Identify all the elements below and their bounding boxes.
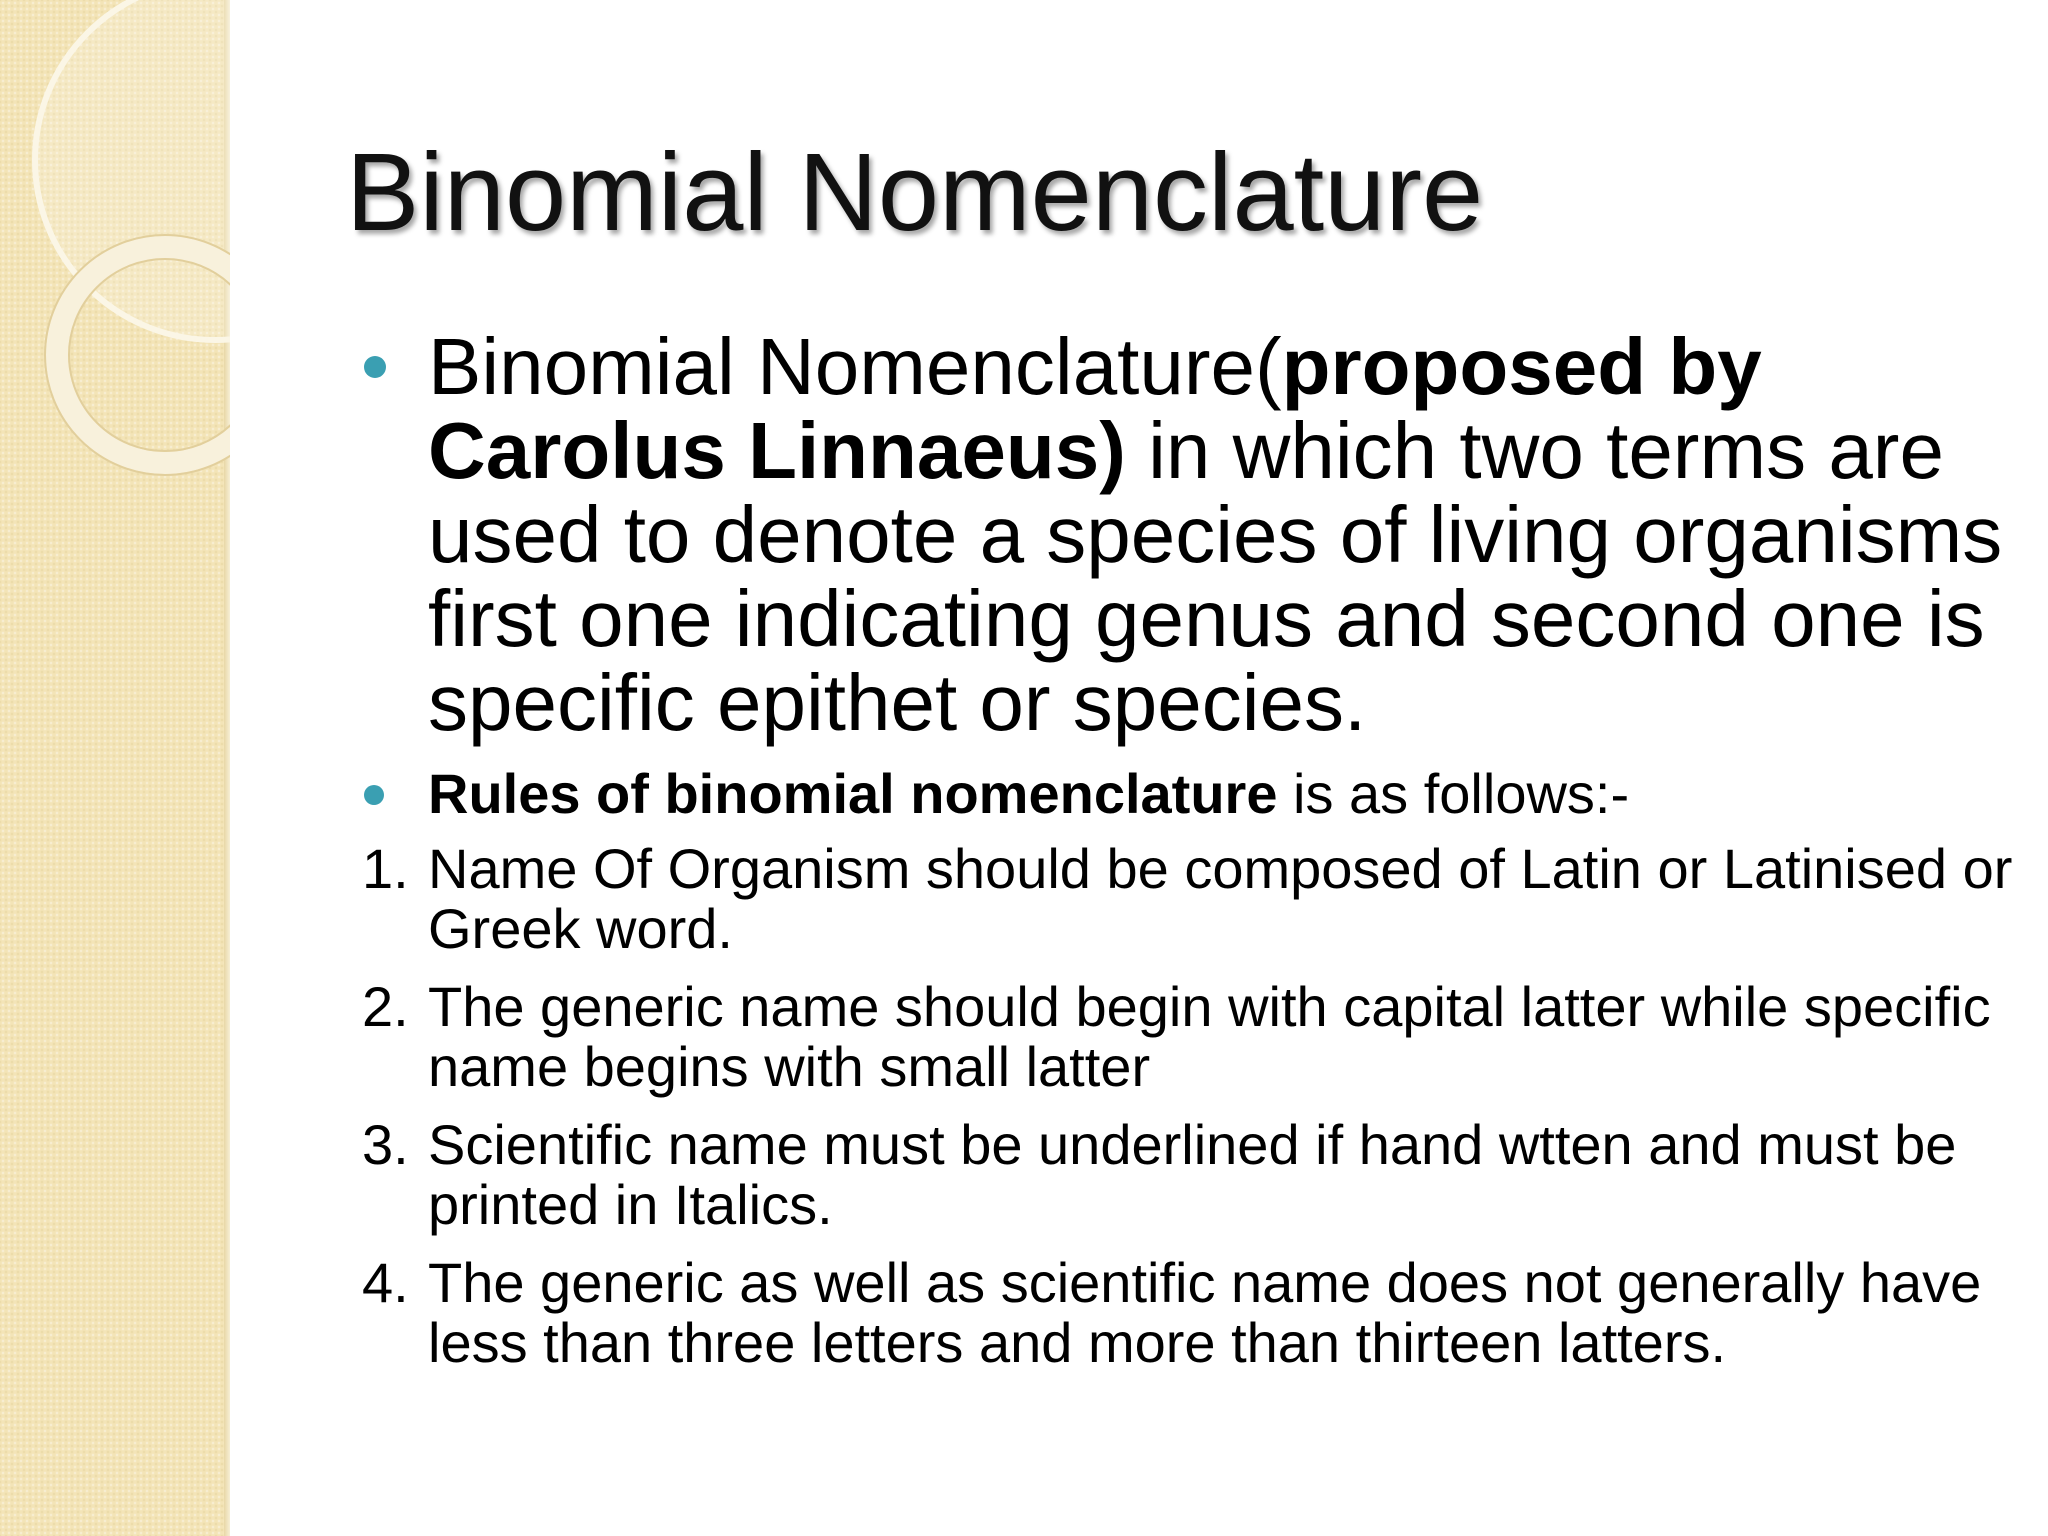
decorative-circles bbox=[0, 0, 230, 520]
bullet-definition bbox=[354, 322, 2014, 747]
rule-item bbox=[354, 1115, 2014, 1235]
rule-item bbox=[354, 839, 2014, 959]
rule-number: 1. bbox=[362, 837, 409, 900]
bullet-rules-text: is as follows:- bbox=[1277, 762, 1630, 825]
rule-text: Scientific name must be underlined if hand wtten and must be printed in Italics. bbox=[428, 1113, 1957, 1236]
bullet-rules-bold: Rules of binomial nomenclature bbox=[428, 762, 1278, 825]
bullet-definition-text-1: Binomial Nomenclature( bbox=[428, 322, 1282, 411]
bullet-definition-bold: proposed by Carolus Linnaeus) bbox=[428, 322, 1762, 495]
rule-text: The generic name should begin with capital latter while specific name begins with small latter bbox=[428, 975, 1991, 1098]
rules-list bbox=[354, 839, 2014, 1373]
bullet-dot-icon bbox=[364, 356, 386, 378]
rule-text: Name Of Organism should be composed of Latin or Latinised or Greek word. bbox=[428, 837, 2013, 960]
rule-number: 3. bbox=[362, 1113, 409, 1176]
rule-text: The generic as well as scientific name does not generally have less than three letters and more than thirteen latters. bbox=[428, 1251, 1982, 1374]
slide-title: Binomial Nomenclature bbox=[346, 131, 1484, 254]
bullet-rules-intro bbox=[354, 761, 2014, 827]
rule-item bbox=[354, 1253, 2014, 1373]
rule-number: 4. bbox=[362, 1251, 409, 1314]
slide-content bbox=[354, 322, 2014, 1391]
bullet-dot-icon bbox=[364, 785, 384, 805]
rule-item bbox=[354, 977, 2014, 1097]
rule-number: 2. bbox=[362, 975, 409, 1038]
bullet-definition-text-2: in which two terms are used to denote a species of living organisms first one indicating genus and second one is specific epithet or species. bbox=[428, 406, 2003, 747]
